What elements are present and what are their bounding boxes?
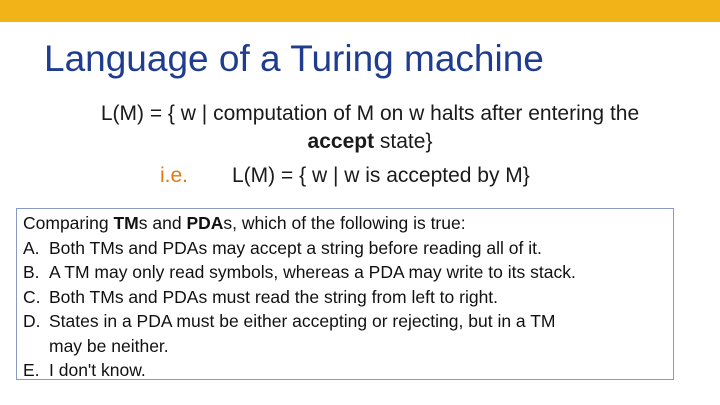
slide-title: Language of a Turing machine: [44, 38, 544, 79]
accept-keyword: accept: [307, 130, 375, 153]
option-text: Both TMs and PDAs may accept a string before reading all of it.: [49, 237, 542, 258]
ie-restatement: [160, 164, 530, 188]
option-c: [23, 285, 667, 310]
definition-line-2: [40, 128, 700, 156]
option-letter: B.: [23, 262, 40, 282]
question-suffix: s, which of the following is true:: [223, 213, 466, 233]
option-letter: A.: [23, 237, 40, 258]
question-box: [16, 208, 674, 380]
question-pda: PDA: [186, 213, 224, 233]
question-mid: s and: [138, 213, 187, 233]
option-letter: E.: [23, 360, 40, 380]
top-accent-bar: [0, 0, 720, 22]
ie-label: i.e.: [160, 164, 189, 187]
question-prefix: Comparing: [23, 213, 114, 233]
option-b: [23, 260, 667, 285]
option-text: States in a PDA must be either accepting or rejecting, but in a TM: [49, 311, 556, 331]
option-letter: D.: [23, 311, 41, 331]
definition-line-2-rest: state}: [374, 130, 433, 153]
option-text: I don't know.: [49, 360, 146, 380]
question-tm: TM: [113, 213, 139, 233]
option-a: [23, 236, 667, 261]
ie-text: L(M) = { w | w is accepted by M}: [232, 164, 530, 187]
option-text: A TM may only read symbols, whereas a PDA may write to its stack.: [49, 262, 576, 282]
option-text: Both TMs and PDAs must read the string from left to right.: [49, 286, 499, 307]
definition-line-1: L(M) = { w | computation of M on w halts after entering the: [100, 102, 640, 125]
question-stem: [23, 211, 667, 236]
option-e: [23, 358, 667, 383]
option-letter: C.: [23, 286, 41, 307]
option-d: [23, 309, 667, 334]
language-definition: [40, 100, 700, 156]
option-d-continuation: may be neither.: [49, 335, 169, 356]
